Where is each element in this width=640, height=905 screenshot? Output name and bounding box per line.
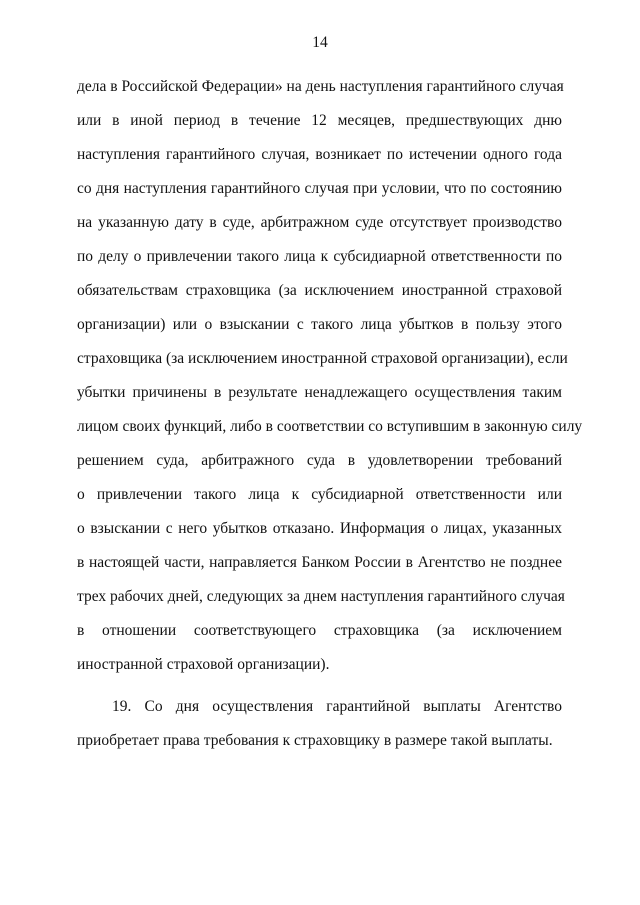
- text-line: или в иной период в течение 12 месяцев, предшествующих дню: [77, 112, 562, 129]
- text-line: на указанную дату в суде, арбитражном суде отсутствует производство: [77, 214, 562, 231]
- text-line: убытки причинены в результате ненадлежащего осуществления таким: [77, 384, 562, 401]
- text-line: приобретает права требования к страховщику в размере такой выплаты.: [77, 732, 553, 749]
- text-line: иностранной страховой организации).: [77, 656, 330, 673]
- text-line: 19. Со дня осуществления гарантийной выплаты Агентство: [112, 698, 562, 715]
- text-line: лицом своих функций, либо в соответствии со вступившим в законную силу: [77, 418, 583, 435]
- text-line: страховщика (за исключением иностранной страховой организации), если: [77, 350, 568, 367]
- text-line: наступления гарантийного случая, возникает по истечении одного года: [77, 146, 562, 163]
- text-line: трех рабочих дней, следующих за днем наступления гарантийного случая: [77, 588, 565, 605]
- text-line: дела в Российской Федерации» на день наступления гарантийного случая: [77, 78, 564, 95]
- page-number: 14: [312, 34, 328, 51]
- text-line: о взыскании с него убытков отказано. Информация о лицах, указанных: [77, 520, 562, 537]
- text-line: решением суда, арбитражного суда в удовлетворении требований: [77, 452, 562, 469]
- text-line: организации) или о взыскании с такого лица убытков в пользу этого: [77, 316, 562, 333]
- text-line: по делу о привлечении такого лица к субсидиарной ответственности по: [77, 248, 562, 265]
- text-line: в настоящей части, направляется Банком России в Агентство не позднее: [77, 554, 562, 571]
- text-line: о привлечении такого лица к субсидиарной ответственности или: [77, 486, 562, 503]
- text-line: обязательствам страховщика (за исключением иностранной страховой: [77, 282, 562, 299]
- text-line: со дня наступления гарантийного случая при условии, что по состоянию: [77, 180, 562, 197]
- text-line: в отношении соответствующего страховщика (за исключением: [77, 622, 562, 639]
